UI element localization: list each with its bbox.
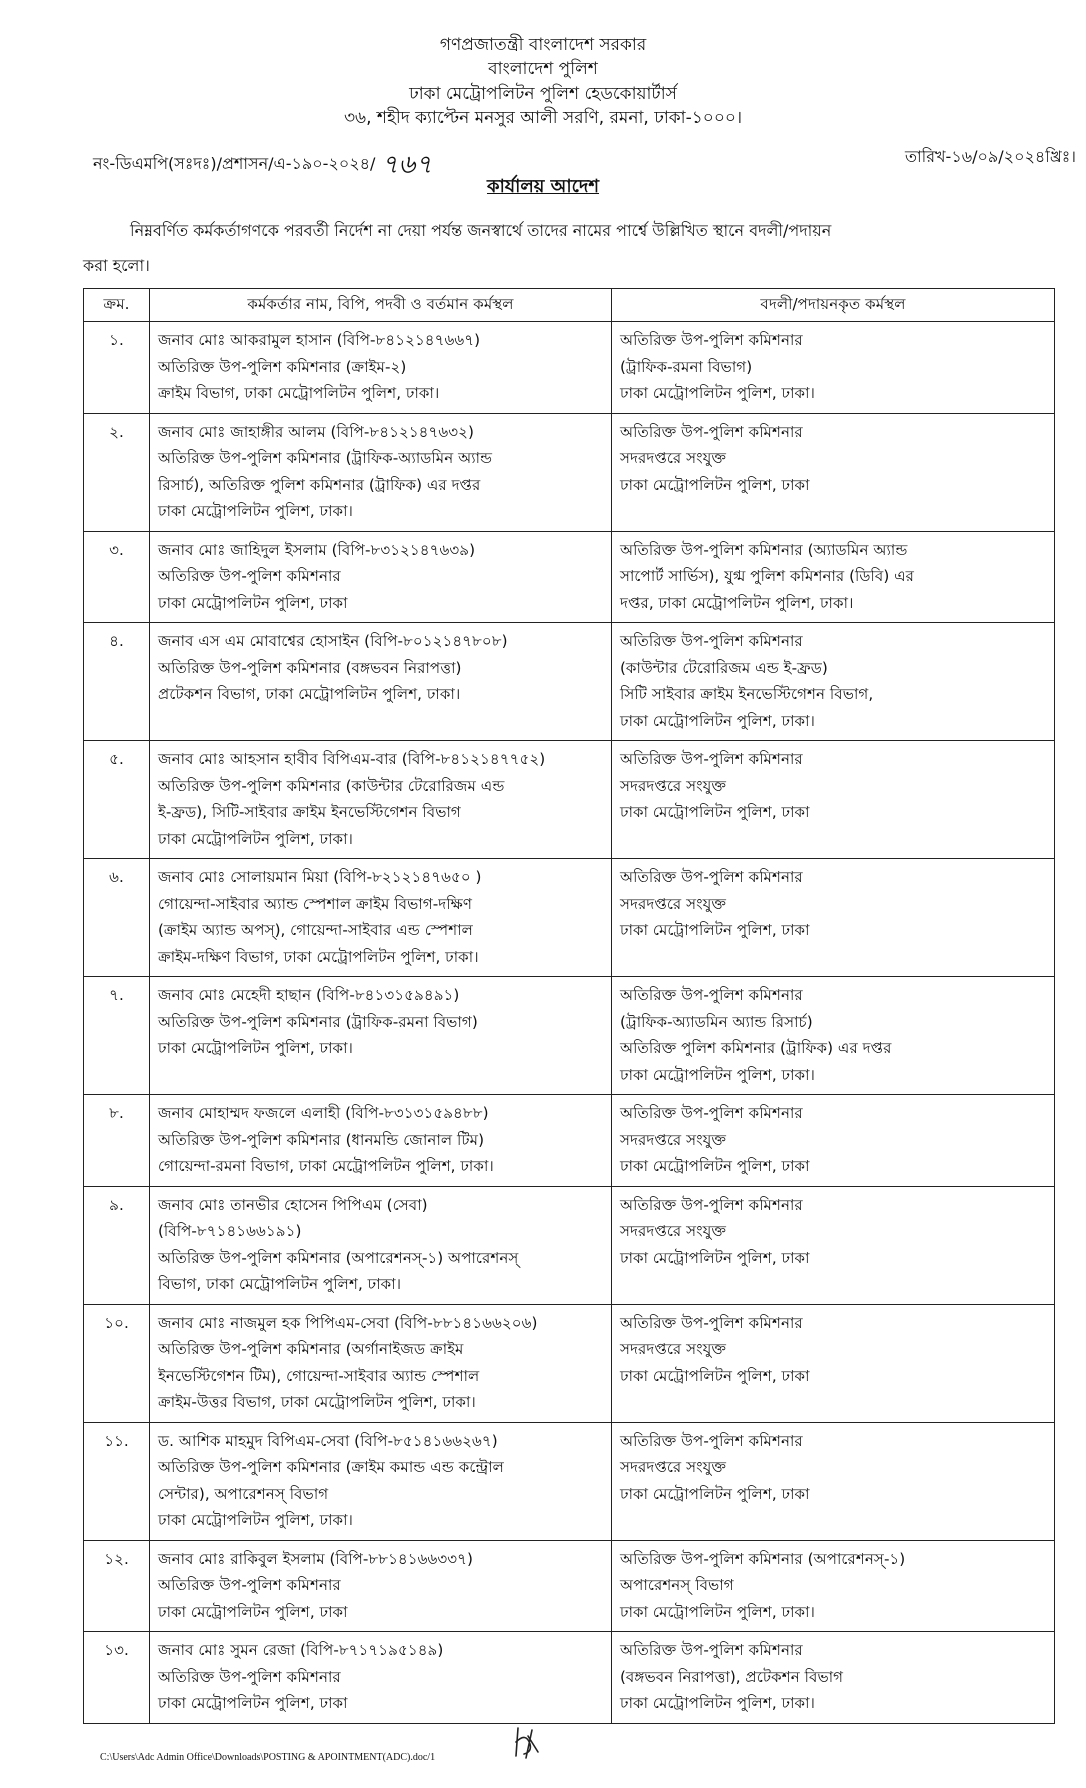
officer-details-line: জনাব মোঃ জাহাঙ্গীর আলম (বিপি-৮৪১২১৪৭৬৩২) (158, 422, 474, 441)
officer-details-line: ঢাকা মেট্রোপলিটন পুলিশ, ঢাকা। (158, 502, 353, 520)
officer-details-line: জনাব মোঃ তানভীর হোসেন পিপিএম (সেবা) (158, 1195, 428, 1214)
officer-details-line: জনাব মোঃ আহসান হাবীব বিপিএম-বার (বিপি-৮৪১২১৪৭৭৫২) (158, 750, 546, 768)
officer-details-line: ইনভেস্টিগেশন টিম), গোয়েন্দা-সাইবার অ্যান্ড স্পেশাল (158, 1366, 480, 1385)
posting-details-line: সদরদপ্তরে সংযুক্ত (620, 1130, 727, 1149)
gov-title: গণপ্রজাতন্ত্রী বাংলাদেশ সরকার (439, 35, 647, 55)
officer-details-line: (বিপি-৮৭১৪১৬৬১৯১) (158, 1222, 302, 1240)
posting-details-line: অতিরিক্ত উপ-পুলিশ কমিশনার (620, 986, 803, 1004)
officer-details-line: গোয়েন্দা-সাইবার অ্যান্ড স্পেশাল ক্রাইম বিভাগ-দক্ষিণ (158, 894, 473, 913)
officer-details-line: (ক্রাইম অ্যান্ড অপস্), গোয়েন্দা-সাইবার এন্ড স্পেশাল (158, 921, 473, 939)
posting-details-line: ঢাকা মেট্রোপলিটন পুলিশ, ঢাকা। (620, 384, 815, 402)
officer-details-cell (150, 1422, 612, 1540)
officer-details-line: ক্রাইম-উত্তর বিভাগ, ঢাকা মেট্রোপলিটন পুলিশ, ঢাকা। (158, 1393, 476, 1411)
officer-details-line: অতিরিক্ত উপ-পুলিশ কমিশনার (ক্রাইম-২) (158, 357, 407, 376)
posting-details-line: ঢাকা মেট্রোপলিটন পুলিশ, ঢাকা। (620, 711, 815, 730)
posting-details-line: ঢাকা মেট্রোপলিটন পুলিশ, ঢাকা (620, 921, 810, 939)
file-path-footer: C:\Users\Adc Admin Office\Downloads\POSTING & APOINTMENT(ADC).doc/1 (100, 1752, 436, 1763)
posting-details-line: (কাউন্টার টেরোরিজম এন্ড ই-ফ্রড) (620, 658, 828, 677)
order-title (0, 172, 1086, 203)
posting-details-line: অপারেশনস্ বিভাগ (620, 1576, 734, 1594)
posting-details-line: অতিরিক্ত উপ-পুলিশ কমিশনার (620, 1104, 803, 1122)
intro-paragraph: নিম্নবর্ণিত কর্মকর্তাগণকে পরবর্তী নির্দেশ না দেয়া পর্যন্ত জনস্বার্থে তাদের নামের পার্শ্বে উল্লিখিত স্থানে বদলী/পদায়ন (130, 221, 832, 240)
posting-details-cell (612, 1186, 1055, 1304)
officer-details-cell (150, 741, 612, 859)
serial-number: ৯. (84, 1186, 150, 1304)
officer-details-line: অতিরিক্ত উপ-পুলিশ কমিশনার (158, 567, 341, 585)
posting-details-line: সাপোর্ট সার্ভিস), যুগ্ম পুলিশ কমিশনার (ডিবি) এর (620, 567, 914, 585)
col-serial-header: ক্রম. (84, 289, 150, 322)
posting-details-line: অতিরিক্ত উপ-পুলিশ কমিশনার (620, 1313, 803, 1332)
table-row (84, 1540, 1055, 1632)
officer-details-line: ঢাকা মেট্রোপলিটন পুলিশ, ঢাকা (158, 593, 348, 612)
table-row (84, 741, 1055, 859)
posting-details-cell (612, 1632, 1055, 1724)
posting-details-cell (612, 977, 1055, 1095)
officer-details-line: জনাব মোঃ নাজমুল হক পিপিএম-সেবা (বিপি-৮৮১৪১৬৬২০৬) (158, 1313, 538, 1332)
serial-number: ৫. (84, 741, 150, 859)
serial-number: ১৩. (84, 1632, 150, 1724)
posting-details-line: সদরদপ্তরে সংযুক্ত (620, 894, 727, 913)
table-header-row (84, 289, 1055, 322)
serial-number: ৮. (84, 1095, 150, 1187)
officer-details-line: অতিরিক্ত উপ-পুলিশ কমিশনার (158, 1667, 341, 1686)
posting-details-cell (612, 322, 1055, 414)
posting-details-line: ঢাকা মেট্রোপলিটন পুলিশ, ঢাকা। (620, 1694, 815, 1712)
posting-details-line: সদরদপ্তরে সংযুক্ত (620, 1222, 727, 1240)
posting-details-line: ঢাকা মেট্রোপলিটন পুলিশ, ঢাকা। (620, 1065, 815, 1084)
posting-details-line: (ট্রাফিক-রমনা বিভাগ) (620, 357, 753, 376)
posting-details-cell (612, 531, 1055, 623)
serial-number: ২. (84, 413, 150, 531)
posting-details-line: ঢাকা মেট্রোপলিটন পুলিশ, ঢাকা (620, 1484, 810, 1503)
address: ৩৬, শহীদ ক্যাপ্টেন মনসুর আলী সরণি, রমনা, ঢাকা-১০০০। (343, 108, 743, 128)
officer-details-line: অতিরিক্ত উপ-পুলিশ কমিশনার (বঙ্গভবন নিরাপত্তা) (158, 658, 462, 677)
officer-details-line: বিভাগ, ঢাকা মেট্রোপলিটন পুলিশ, ঢাকা। (158, 1275, 402, 1293)
col-officer-header: কর্মকর্তার নাম, বিপি, পদবী ও বর্তমান কর্মস্থল (150, 289, 612, 322)
posting-details-line: অতিরিক্ত উপ-পুলিশ কমিশনার (অপারেশনস্-১) (620, 1549, 906, 1568)
memo-handwritten-number: ৭৬৭ (381, 150, 433, 180)
signature-initial (508, 1722, 548, 1762)
hq-title: ঢাকা মেট্রোপলিটন পুলিশ হেডকোয়ার্টার্স (409, 84, 677, 104)
officer-details-line: ঢাকা মেট্রোপলিটন পুলিশ, ঢাকা। (158, 1511, 353, 1529)
officer-details-line: জনাব মোহাম্মদ ফজলে এলাহী (বিপি-৮৩১৩১৫৯৪৮৮) (158, 1104, 489, 1122)
table-row (84, 322, 1055, 414)
posting-details-cell (612, 859, 1055, 977)
officer-details-line: ই-ফ্রড), সিটি-সাইবার ক্রাইম ইনভেস্টিগেশন বিভাগ (158, 803, 461, 821)
officer-details-line: অতিরিক্ত উপ-পুলিশ কমিশনার (অপারেশনস্-১) অপারেশনস্ (158, 1248, 519, 1267)
table-body (84, 322, 1055, 1724)
serial-number: ১. (84, 322, 150, 414)
posting-details-line: ঢাকা মেট্রোপলিটন পুলিশ, ঢাকা (620, 475, 810, 494)
officer-details-cell (150, 1632, 612, 1724)
posting-details-line: অতিরিক্ত উপ-পুলিশ কমিশনার (620, 1641, 803, 1659)
serial-number: ১২. (84, 1540, 150, 1632)
officer-details-cell (150, 1095, 612, 1187)
officer-details-line: অতিরিক্ত উপ-পুলিশ কমিশনার (ধানমন্ডি জোনাল টিম) (158, 1130, 485, 1149)
officer-details-cell (150, 977, 612, 1095)
table-row (84, 1186, 1055, 1304)
posting-details-line: ঢাকা মেট্রোপলিটন পুলিশ, ঢাকা। (620, 1602, 815, 1621)
posting-details-line: দপ্তর, ঢাকা মেট্রোপলিটন পুলিশ, ঢাকা। (620, 593, 854, 612)
intro-paragraph-end: করা হলো। (83, 256, 150, 275)
table-row (84, 623, 1055, 741)
posting-details-line: অতিরিক্ত উপ-পুলিশ কমিশনার (অ্যাডমিন অ্যান্ড (620, 540, 908, 559)
posting-details-cell (612, 1540, 1055, 1632)
officer-details-cell (150, 322, 612, 414)
table-row (84, 1095, 1055, 1187)
posting-details-line: সদরদপ্তরে সংযুক্ত (620, 1458, 727, 1476)
officer-details-line: ঢাকা মেট্রোপলিটন পুলিশ, ঢাকা। (158, 1039, 353, 1057)
order-date: তারিখ-১৬/০৯/২০২৪খ্রিঃ। (905, 147, 1076, 166)
officer-details-line: অতিরিক্ত উপ-পুলিশ কমিশনার (কাউন্টার টেরোরিজম এন্ড (158, 776, 505, 795)
serial-number: ৪. (84, 623, 150, 741)
officer-details-line: জনাব মোঃ সোলায়মান মিয়া (বিপি-৮২১২১৪৭৬৫০ ) (158, 868, 482, 886)
officer-details-line: ঢাকা মেট্রোপলিটন পুলিশ, ঢাকা (158, 1694, 348, 1712)
posting-details-line: ঢাকা মেট্রোপলিটন পুলিশ, ঢাকা (620, 1248, 810, 1267)
table-row (84, 413, 1055, 531)
officer-details-line: অতিরিক্ত উপ-পুলিশ কমিশনার (ট্রাফিক-রমনা বিভাগ) (158, 1012, 478, 1031)
table-row (84, 1304, 1055, 1422)
posting-details-line: ঢাকা মেট্রোপলিটন পুলিশ, ঢাকা (620, 1157, 810, 1175)
officer-details-line: ক্রাইম-দক্ষিণ বিভাগ, ঢাকা মেট্রোপলিটন পুলিশ, ঢাকা। (158, 947, 479, 966)
officer-details-line: ঢাকা মেট্রোপলিটন পুলিশ, ঢাকা। (158, 829, 353, 848)
posting-details-cell (612, 1422, 1055, 1540)
table-row (84, 531, 1055, 623)
officer-details-line: গোয়েন্দা-রমনা বিভাগ, ঢাকা মেট্রোপলিটন পুলিশ, ঢাকা। (158, 1157, 494, 1175)
officer-details-line: জনাব মোঃ সুমন রেজা (বিপি-৮৭১৭১৯৫১৪৯) (158, 1641, 444, 1659)
posting-details-line: অতিরিক্ত উপ-পুলিশ কমিশনার (620, 750, 803, 768)
police-title: বাংলাদেশ পুলিশ (488, 59, 598, 79)
posting-details-line: (ট্রাফিক-অ্যাডমিন অ্যান্ড রিসার্চ) (620, 1012, 813, 1031)
officer-details-line: জনাব মোঃ জাহিদুল ইসলাম (বিপি-৮৩১২১৪৭৬৩৯) (158, 540, 476, 559)
serial-number: ৭. (84, 977, 150, 1095)
table-row (84, 1632, 1055, 1724)
serial-number: ১১. (84, 1422, 150, 1540)
col-posting-header: বদলী/পদায়নকৃত কর্মস্থল (612, 289, 1055, 322)
serial-number: ১০. (84, 1304, 150, 1422)
officer-details-line: অতিরিক্ত উপ-পুলিশ কমিশনার (ট্রাফিক-অ্যাডমিন অ্যান্ড (158, 449, 493, 467)
posting-details-line: অতিরিক্ত উপ-পুলিশ কমিশনার (620, 331, 803, 349)
posting-details-line: অতিরিক্ত উপ-পুলিশ কমিশনার (620, 1431, 803, 1450)
officer-details-line: ড. আশিক মাহমুদ বিপিএম-সেবা (বিপি-৮৫১৪১৬৬২৬৭) (158, 1431, 498, 1450)
posting-details-cell (612, 741, 1055, 859)
posting-details-line: ঢাকা মেট্রোপলিটন পুলিশ, ঢাকা (620, 1366, 810, 1385)
officer-details-line: অতিরিক্ত উপ-পুলিশ কমিশনার (ক্রাইম কমান্ড এন্ড কন্ট্রোল (158, 1458, 504, 1476)
officer-details-cell (150, 623, 612, 741)
posting-details-line: (বঙ্গভবন নিরাপত্তা), প্রটেকশন বিভাগ (620, 1667, 844, 1686)
officer-details-line: প্রটেকশন বিভাগ, ঢাকা মেট্রোপলিটন পুলিশ, ঢাকা। (158, 685, 461, 703)
officer-details-line: জনাব মোঃ মেহেদী হাছান (বিপি-৮৪১৩১৫৯৪৯১) (158, 986, 460, 1004)
posting-details-line: সদরদপ্তরে সংযুক্ত (620, 776, 727, 795)
officer-details-cell (150, 1304, 612, 1422)
posting-details-cell (612, 623, 1055, 741)
posting-details-line: সিটি সাইবার ক্রাইম ইনভেস্টিগেশন বিভাগ, (620, 685, 874, 703)
posting-details-line: অতিরিক্ত উপ-পুলিশ কমিশনার (620, 632, 803, 650)
officer-details-cell (150, 1186, 612, 1304)
officer-details-line: ঢাকা মেট্রোপলিটন পুলিশ, ঢাকা (158, 1602, 348, 1621)
officer-details-line: অতিরিক্ত উপ-পুলিশ কমিশনার (অর্গানাইজড ক্রাইম (158, 1340, 464, 1358)
table-row (84, 1422, 1055, 1540)
officer-details-line: জনাব মোঃ আকরামুল হাসান (বিপি-৮৪১২১৪৭৬৬৭) (158, 331, 481, 349)
posting-details-line: অতিরিক্ত উপ-পুলিশ কমিশনার (620, 422, 803, 441)
table-row (84, 859, 1055, 977)
officer-details-line: অতিরিক্ত উপ-পুলিশ কমিশনার (158, 1576, 341, 1594)
officer-details-line: রিসার্চ), অতিরিক্ত পুলিশ কমিশনার (ট্রাফিক) এর দপ্তর (158, 475, 481, 494)
serial-number: ৩. (84, 531, 150, 623)
officer-details-line: ক্রাইম বিভাগ, ঢাকা মেট্রোপলিটন পুলিশ, ঢাকা। (158, 384, 440, 402)
officer-details-line: জনাব মোঃ রাকিবুল ইসলাম (বিপি-৮৮১৪১৬৬৩৩৭) (158, 1549, 473, 1568)
posting-details-cell (612, 1095, 1055, 1187)
officer-details-cell (150, 1540, 612, 1632)
officer-details-cell (150, 531, 612, 623)
memo-number-text: নং-ডিএমপি(সঃদঃ)/প্রশাসন/এ-১৯০-২০২৪/ (93, 154, 376, 173)
posting-details-line: অতিরিক্ত উপ-পুলিশ কমিশনার (620, 1195, 803, 1214)
posting-details-line: অতিরিক্ত উপ-পুলিশ কমিশনার (620, 868, 803, 886)
officer-details-cell (150, 413, 612, 531)
posting-details-line: সদরদপ্তরে সংযুক্ত (620, 1340, 727, 1358)
posting-details-line: সদরদপ্তরে সংযুক্ত (620, 449, 727, 467)
order-title-text: কার্যালয় আদেশ (486, 176, 600, 197)
posting-details-cell (612, 413, 1055, 531)
posting-details-line: ঢাকা মেট্রোপলিটন পুলিশ, ঢাকা (620, 803, 810, 821)
table-row (84, 977, 1055, 1095)
serial-number: ৬. (84, 859, 150, 977)
officer-details-line: সেন্টার), অপারেশনস্ বিভাগ (158, 1484, 329, 1503)
officer-details-cell (150, 859, 612, 977)
transfer-table (83, 288, 1055, 1724)
posting-details-cell (612, 1304, 1055, 1422)
officer-details-line: জনাব এস এম মোবাশ্বের হোসাইন (বিপি-৮০১২১৪৭৮০৮) (158, 632, 508, 650)
posting-details-line: অতিরিক্ত পুলিশ কমিশনার (ট্রাফিক) এর দপ্তর (620, 1039, 892, 1057)
